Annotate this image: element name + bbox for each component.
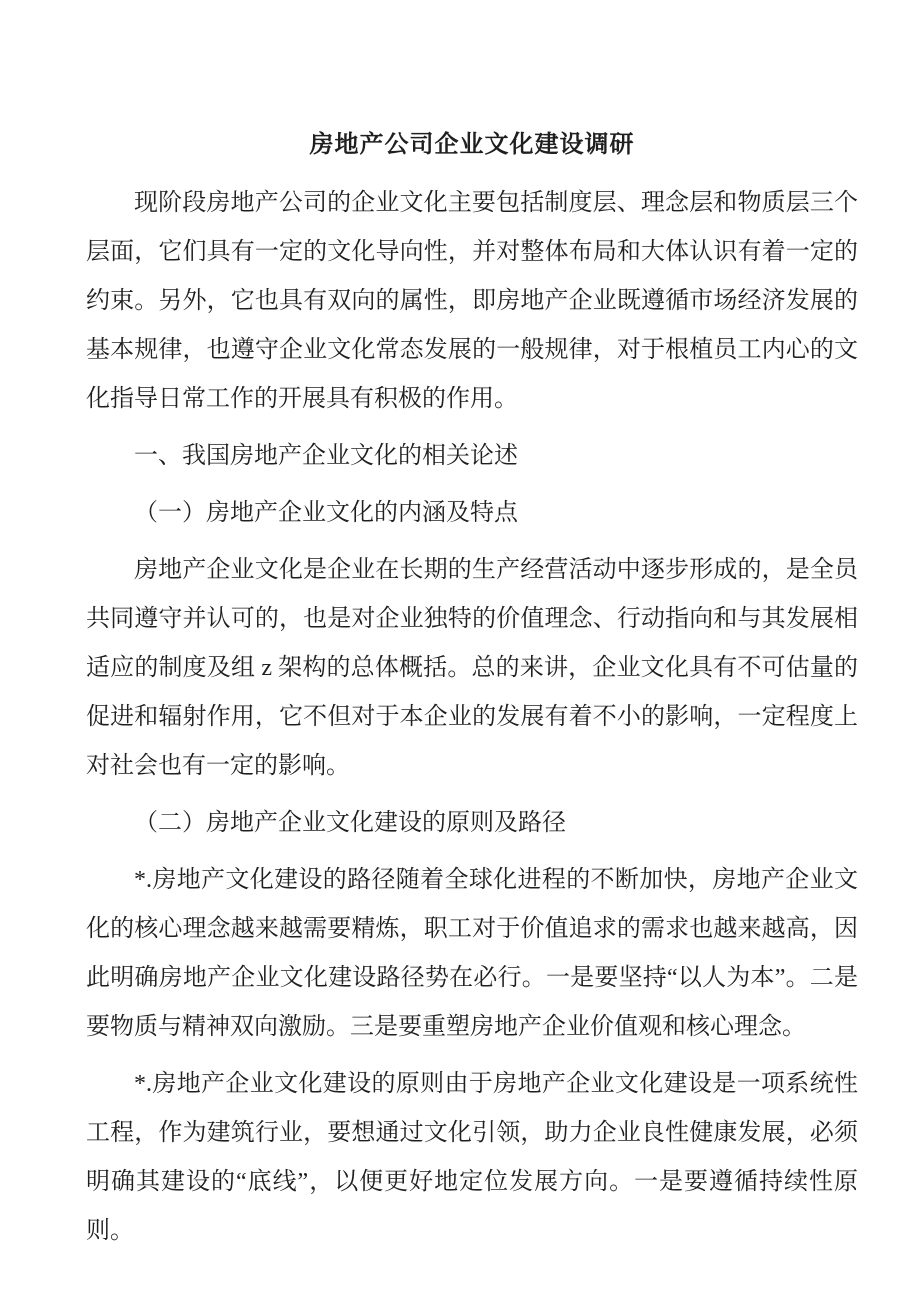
document-title: 房地产公司企业文化建设调研 [309, 132, 635, 158]
section-heading: 一、我国房地产企业文化的相关论述 [134, 443, 518, 469]
paragraph: *.房地产企业文化建设的原则由于房地产企业文化建设是一项系统性工程，作为建筑行业，要想通过文化引领，助力企业良性健康发展，必须明确其建设的“底线”，以便更好地定位发展方向。一是要遵循持续性原则。 [86, 1071, 858, 1244]
paragraph: 现阶段房地产公司的企业文化主要包括制度层、理念层和物质层三个层面，它们具有一定的文化导向性，并对整体布局和大体认识有着一定的约束。另外，它也具有双向的属性，即房地产企业既遵循市场经济发展的基本规律，也遵守企业文化常态发展的一般规律，对于根植员工内心的文化指导日常工作的开展具有积极的作用。 [86, 190, 858, 412]
section-heading: （二）房地产企业文化建设的原则及路径 [134, 810, 566, 836]
document-body [86, 179, 858, 1256]
paragraph: 房地产企业文化是企业在长期的生产经营活动中逐步形成的，是全员共同遵守并认可的，也是对企业独特的价值理念、行动指向和与其发展相适应的制度及组 z 架构的总体概括。总的来讲，企业文化具有不可估量的促进和辐射作用，它不但对于本企业的发展有着不小的影响，一定程度上对社会也有一定的影响。 [86, 557, 858, 779]
paragraph: *.房地产文化建设的路径随着全球化进程的不断加快，房地产企业文化的核心理念越来越需要精炼，职工对于价值追求的需求也越来越高，因此明确房地产企业文化建设路径势在必行。一是要坚持“以人为本”。二是要物质与精神双向激励。三是要重塑房地产企业价值观和核心理念。 [86, 867, 858, 1040]
section-heading: （一）房地产企业文化的内涵及特点 [134, 500, 518, 526]
